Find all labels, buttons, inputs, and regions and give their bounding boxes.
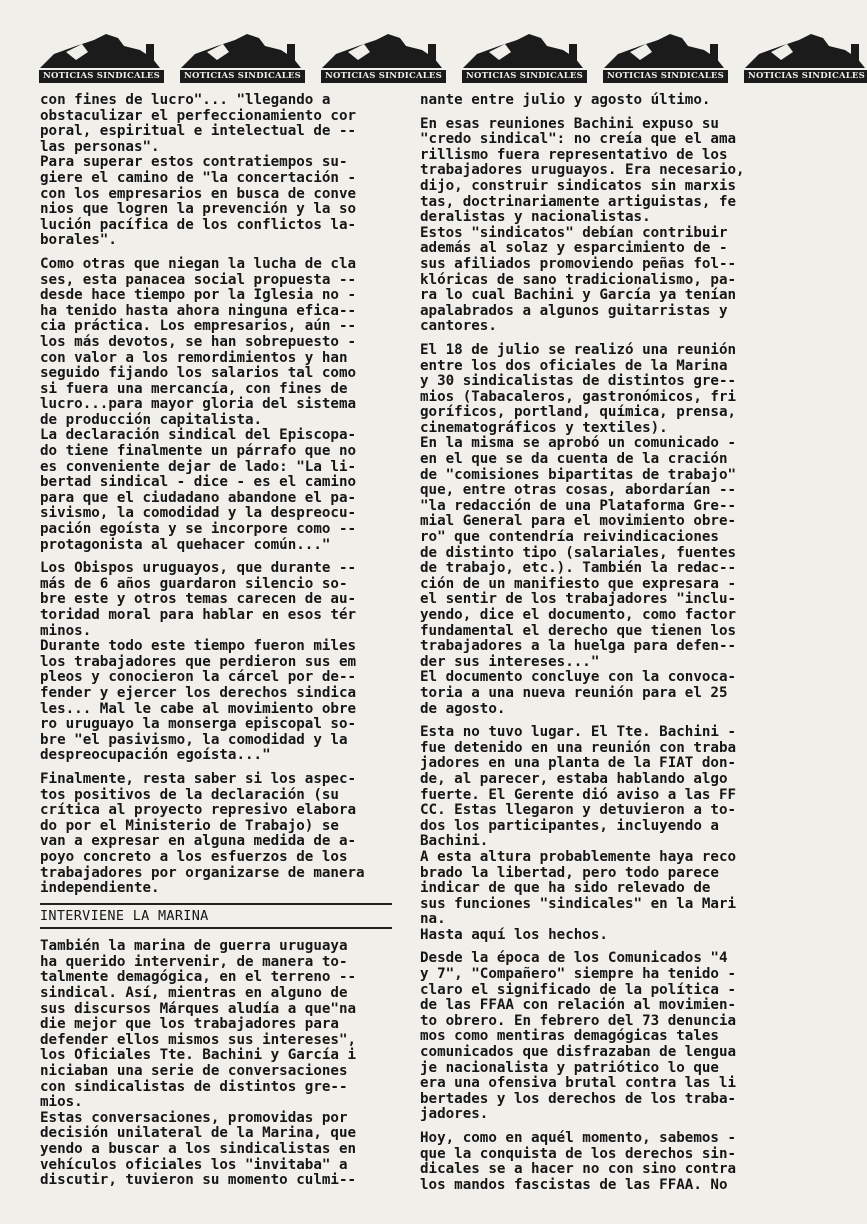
masthead: [36, 30, 867, 88]
right-column: [420, 93, 785, 1201]
masthead-logo: [741, 30, 867, 88]
masthead-logo: [36, 30, 167, 88]
masthead-logo: [459, 30, 590, 88]
masthead-logo: [600, 30, 731, 88]
worker-silhouette-icon: [177, 30, 308, 72]
section-heading: INTERVIENE LA MARINA: [40, 907, 209, 924]
masthead-label: NOTICIAS SINDICALES: [39, 70, 164, 83]
masthead-label: NOTICIAS SINDICALES: [321, 70, 446, 83]
masthead-label: NOTICIAS SINDICALES: [180, 70, 305, 83]
paragraph: nante entre julio y agosto último.: [420, 92, 711, 108]
paragraph: También la marina de guerra uruguaya ha querido intervenir, de manera to- talmente demagógica, en el terreno -- sindical. Así, mientras en alguno de sus discursos Márques aludía a que"na die mejor que los trabajadores para defender ellos mismos sus intereses", los Oficiales Tte. Bachini y García i niciaban una serie de conversaciones con sindicalistas de distintos gre-- mios. Estas conversaciones, promovidas por decisión unilateral de la Marina, que yendo a buscar a los sindicalistas en vehículos oficiales los "invitaba" a discutir, tuvieron su momento culmi--: [40, 938, 357, 1189]
paragraph: Desde la época de los Comunicados "4 y 7", "Compañero" siempre ha tenido - claro el significado de la política - de las FFAA con relación al movimien- to obrero. En febrero del 73 denuncia mos como mentiras demagógicas tales comunicados que disfrazaban de lengua je nacionalista y patriótico lo que era una ofensiva brutal contra las li bertades y los derechos de los traba- jadores.: [420, 950, 737, 1123]
worker-silhouette-icon: [459, 30, 590, 72]
worker-silhouette-icon: [318, 30, 449, 72]
masthead-label: NOTICIAS SINDICALES: [603, 70, 728, 83]
masthead-label: NOTICIAS SINDICALES: [744, 70, 867, 83]
masthead-logo: [318, 30, 449, 88]
section-divider: [40, 903, 392, 905]
paragraph: El 18 de julio se realizó una reunión entre los dos oficiales de la Marina y 30 sindicalistas de distintos gre-- mios (Tabacaleros, gastronómicos, fri goríficos, portland, química, prensa, cinematográficos y textiles). En la misma se aprobó un comunicado - en el que se da cuenta de la cración de "comisiones bipartitas de trabajo" que, entre otras cosas, abordarían -- "la redacción de una Plataforma Gre-- mial General para el movimiento obre- ro" que contendría reivindicaciones de distinto tipo (salariales, fuentes de trabajo, etc.). También la redac-- ción de un manifiesto que expresara - el sentir de los trabajadores "inclu- yendo, dice el documento, como factor fundamental el derecho que tienen los trabajadores a la huelga para defen-- der sus intereses..." El documento concluye con la convoca- toria a una nueva reunión para el 25 de agosto.: [420, 341, 737, 717]
paragraph: Hoy, como en aquél momento, sabemos - que la conquista de los derechos sin- dicales se a hacer no con sino contra los mandos fascistas de las FFAA. No: [420, 1130, 737, 1193]
worker-silhouette-icon: [36, 30, 167, 72]
masthead-logo: [177, 30, 308, 88]
worker-silhouette-icon: [741, 30, 867, 72]
masthead-label: NOTICIAS SINDICALES: [462, 70, 587, 83]
paragraph: Finalmente, resta saber si los aspec- tos positivos de la declaración (su crítica al proyecto represivo elabora do por el Ministerio de Trabajo) se van a expresar en alguna medida de a- poyo concreto a los esfuerzos de los trabajadores por organizarse de manera independiente.: [40, 770, 365, 897]
paragraph: Esta no tuvo lugar. El Tte. Bachini - fue detenido en una reunión con traba jadores en una planta de la FIAT don- de, al parecer, estaba hablando algo fuerte. El Gerente dió aviso a las FF CC. Estas llegaron y detuvieron a to- dos los participantes, incluyendo a Bachini. A esta altura probablemente haya reco brado la libertad, pero todo parece indicar de que ha sido relevado de sus funciones "sindicales" en la Mari na. Hasta aquí los hechos.: [420, 724, 737, 943]
paragraph: con fines de lucro"... "llegando a obstaculizar el perfeccionamiento cor poral, espiritual e intelectual de -- las personas". Para superar estos contratiempos su- giere el camino de "la concertación - con los empresarios en busca de conve nios que logren la prevención y la so lución pacífica de los conflictos la- borales".: [40, 92, 357, 249]
section-divider: [40, 927, 392, 929]
worker-silhouette-icon: [600, 30, 731, 72]
left-column: [40, 93, 392, 1197]
paragraph: Los Obispos uruguayos, que durante -- más de 6 años guardaron silencio so- bre este y otros temas carecen de au- toridad moral para hablar en esos tér minos. Durante todo este tiempo fueron miles los trabajadores que perdieron sus em pleos y conocieron la cárcel por de-- fender y ejercer los derechos sindica les... Mal le cabe al movimiento obre ro uruguayo la monserga episcopal so- bre "el pasivismo, la comodidad y la despreocupación egoísta...": [40, 560, 357, 764]
paragraph: En esas reuniones Bachini expuso su "credo sindical": no creía que el ama rillismo fuera representativo de los trabajadores uruguayos. Era necesario, dijo, construir sindicatos sin marxis tas, doctrinariamente artiguistas, fe deralistas y nacionalistas. Estos "sindicatos" debían contribuir además al solaz y esparcimiento de - sus afiliados promoviendo peñas fol-- klóricas de sano tradicionalismo, pa- ra lo cual Bachini y García ya tenían apalabrados a algunos guitarristas y cantores.: [420, 115, 745, 335]
paragraph: Como otras que niegan la lucha de cla ses, esta panacea social propuesta -- desde hace tiempo por la Iglesia no - ha tenido hasta ahora ninguna efica-- cia práctica. Los empresarios, aún -- los más devotos, se han sobrepuesto - con valor a los remordimientos y han seguido fijando los salarios tal como si fuera una mercancía, con fines de lucro...para mayor gloria del sistema de producción capitalista. La declaración sindical del Episcopa- do tiene finalmente un párrafo que no es conveniente dejar de lado: "La li- bertad sindical - dice - es el camino para que el ciudadano abandone el pa- sivismo, la comodidad y la despreocu- pación egoísta y se incorpore como -- protagonista al quehacer común...": [40, 255, 357, 553]
